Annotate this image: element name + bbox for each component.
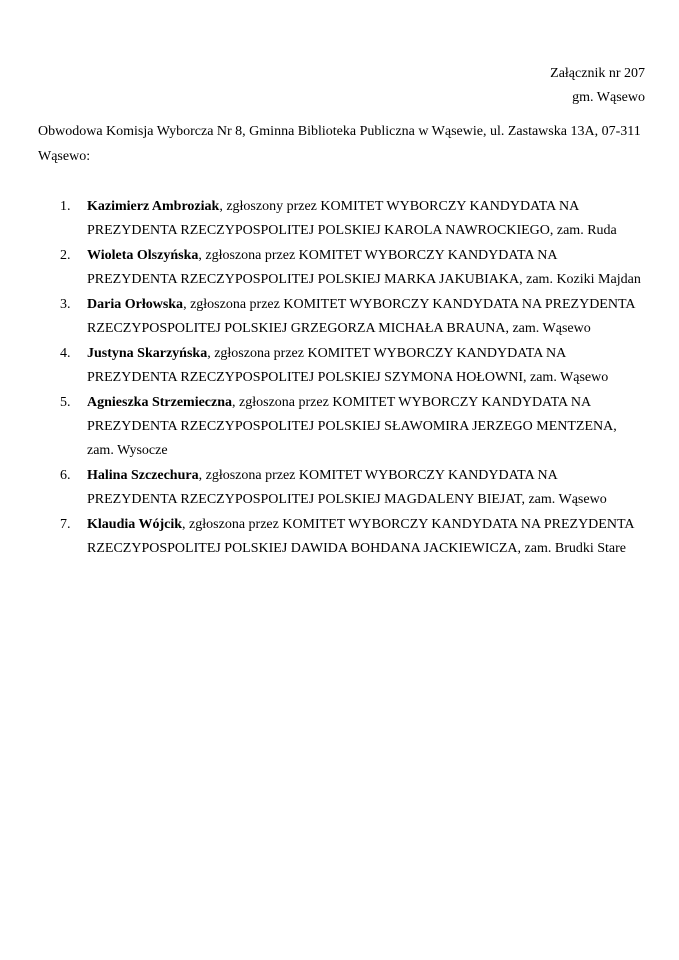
attachment-number-label: Załącznik nr 207 <box>550 66 645 81</box>
member-list <box>38 195 645 561</box>
member-details: , zgłoszona przez KOMITET WYBORCZY KANDYDATA NA PREZYDENTA RZECZYPOSPOLITEJ POLSKIEJ SZYMONA HOŁOWNI, zam. Wąsewo <box>87 346 609 385</box>
member-name: Kazimierz Ambroziak <box>87 199 220 214</box>
member-item <box>60 342 645 390</box>
member-details: , zgłoszona przez KOMITET WYBORCZY KANDYDATA NA PREZYDENTA RZECZYPOSPOLITEJ POLSKIEJ SŁAWOMIRA JERZEGO MENTZENA, zam. Wysocze <box>87 395 617 458</box>
member-text <box>87 464 645 512</box>
member-number: 2. <box>60 248 71 263</box>
member-number: 4. <box>60 346 71 361</box>
commission-intro-paragraph: Obwodowa Komisja Wyborcza Nr 8, Gminna Biblioteka Publiczna w Wąsewie, ul. Zastawska 13A, 07-311 Wąsewo: <box>38 124 641 164</box>
member-details: , zgłoszona przez KOMITET WYBORCZY KANDYDATA NA PREZYDENTA RZECZYPOSPOLITEJ POLSKIEJ GRZEGORZA MICHAŁA BRAUNA, zam. Wąsewo <box>87 297 635 336</box>
member-text <box>87 391 645 463</box>
member-text <box>87 195 645 243</box>
member-details: , zgłoszony przez KOMITET WYBORCZY KANDYDATA NA PREZYDENTA RZECZYPOSPOLITEJ POLSKIEJ KAROLA NAWROCKIEGO, zam. Ruda <box>87 199 617 238</box>
member-details: , zgłoszona przez KOMITET WYBORCZY KANDYDATA NA PREZYDENTA RZECZYPOSPOLITEJ POLSKIEJ DAWIDA BOHDANA JACKIEWICZA, zam. Brudki Stare <box>87 517 634 556</box>
member-number: 6. <box>60 468 71 483</box>
member-details: , zgłoszona przez KOMITET WYBORCZY KANDYDATA NA PREZYDENTA RZECZYPOSPOLITEJ POLSKIEJ MAGDALENY BIEJAT, zam. Wąsewo <box>87 468 607 507</box>
member-item <box>60 293 645 341</box>
member-text <box>87 342 645 390</box>
member-item <box>60 244 645 292</box>
member-text <box>87 513 645 561</box>
member-item <box>60 464 645 512</box>
member-number: 3. <box>60 297 71 312</box>
member-item <box>60 391 645 463</box>
member-name: Daria Orłowska <box>87 297 184 312</box>
member-number: 1. <box>60 199 71 214</box>
member-number: 5. <box>60 395 71 410</box>
member-name: Halina Szczechura <box>87 468 199 483</box>
member-name: Klaudia Wójcik <box>87 517 183 532</box>
member-text <box>87 244 645 292</box>
member-name: Wioleta Olszyńska <box>87 248 199 263</box>
attachment-header <box>38 62 645 110</box>
member-name: Justyna Skarzyńska <box>87 346 208 361</box>
member-details: , zgłoszona przez KOMITET WYBORCZY KANDYDATA NA PREZYDENTA RZECZYPOSPOLITEJ POLSKIEJ MARKA JAKUBIAKA, zam. Koziki Majdan <box>87 248 641 287</box>
municipality-label: gm. Wąsewo <box>572 90 645 105</box>
member-name: Agnieszka Strzemieczna <box>87 395 233 410</box>
member-item <box>60 513 645 561</box>
member-number: 7. <box>60 517 71 532</box>
member-text <box>87 293 645 341</box>
member-item <box>60 195 645 243</box>
